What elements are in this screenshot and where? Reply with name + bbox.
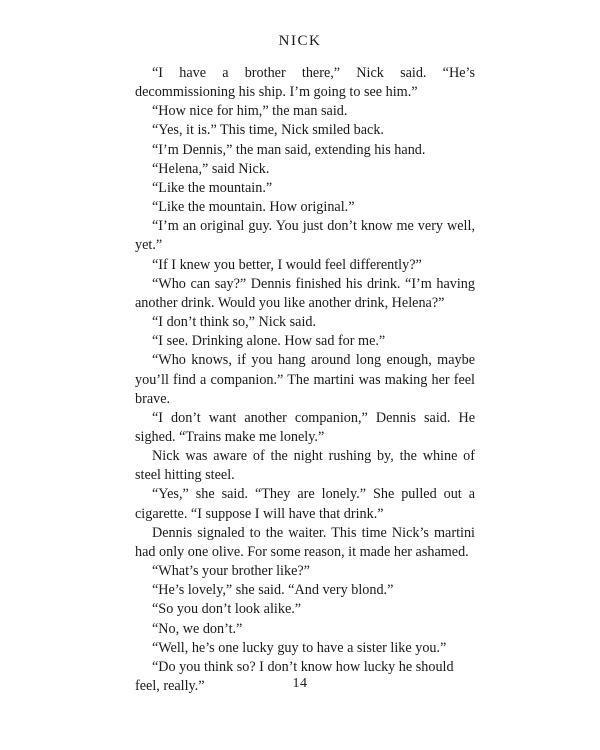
paragraph: “Do you think so? I don’t know how lucky he should feel, really.” bbox=[135, 658, 454, 694]
paragraph: Nick was aware of the night rushing by, the whine of steel hitting steel. bbox=[135, 448, 475, 484]
paragraph: “I’m Dennis,” the man said, extending his hand. bbox=[152, 141, 426, 158]
paragraph: “He’s lovely,” she said. “And very blond.” bbox=[152, 582, 394, 599]
paragraph: “How nice for him,” the man said. bbox=[152, 103, 348, 120]
paragraph: “No, we don’t.” bbox=[152, 620, 243, 637]
paragraph: “Helena,” said Nick. bbox=[152, 160, 270, 177]
paragraph: “I’m an original guy. You just don’t know me very well, yet.” bbox=[135, 218, 475, 254]
paragraph: “Like the mountain. How original.” bbox=[152, 199, 355, 216]
paragraph: “So you don’t look alike.” bbox=[152, 601, 302, 618]
paragraph: “If I knew you better, I would feel differently?” bbox=[152, 256, 422, 273]
body-text bbox=[135, 64, 475, 696]
paragraph: “Who knows, if you hang around long enough, maybe you’ll find a companion.” The martini was making her feel brave. bbox=[135, 352, 475, 407]
paragraph: “Yes, it is.” This time, Nick smiled back. bbox=[152, 122, 384, 139]
paragraph: “I don’t want another companion,” Dennis said. He sighed. “Trains make me lonely.” bbox=[135, 409, 475, 445]
page-number: 14 bbox=[292, 676, 308, 691]
paragraph: “Yes,” she said. “They are lonely.” She pulled out a cigarette. “I suppose I will have that drink.” bbox=[135, 486, 475, 522]
paragraph: Dennis signaled to the waiter. This time Nick’s martini had only one olive. For some reason, it made her ashamed. bbox=[135, 524, 475, 560]
paragraph: “Like the mountain.” bbox=[152, 179, 273, 196]
paragraph: “Who can say?” Dennis finished his drink. “I’m having another drink. Would you like another drink, Helena?” bbox=[135, 275, 475, 311]
paragraph: “I have a brother there,” Nick said. “He’s decommissioning his ship. I’m going to see him.” bbox=[135, 65, 475, 101]
paragraph: “I see. Drinking alone. How sad for me.” bbox=[152, 333, 386, 350]
paragraph: “Well, he’s one lucky guy to have a sister like you.” bbox=[152, 639, 447, 656]
running-head: NICK bbox=[278, 33, 322, 49]
paragraph: “I don’t think so,” Nick said. bbox=[152, 314, 317, 331]
paragraph: “What’s your brother like?” bbox=[152, 563, 310, 580]
